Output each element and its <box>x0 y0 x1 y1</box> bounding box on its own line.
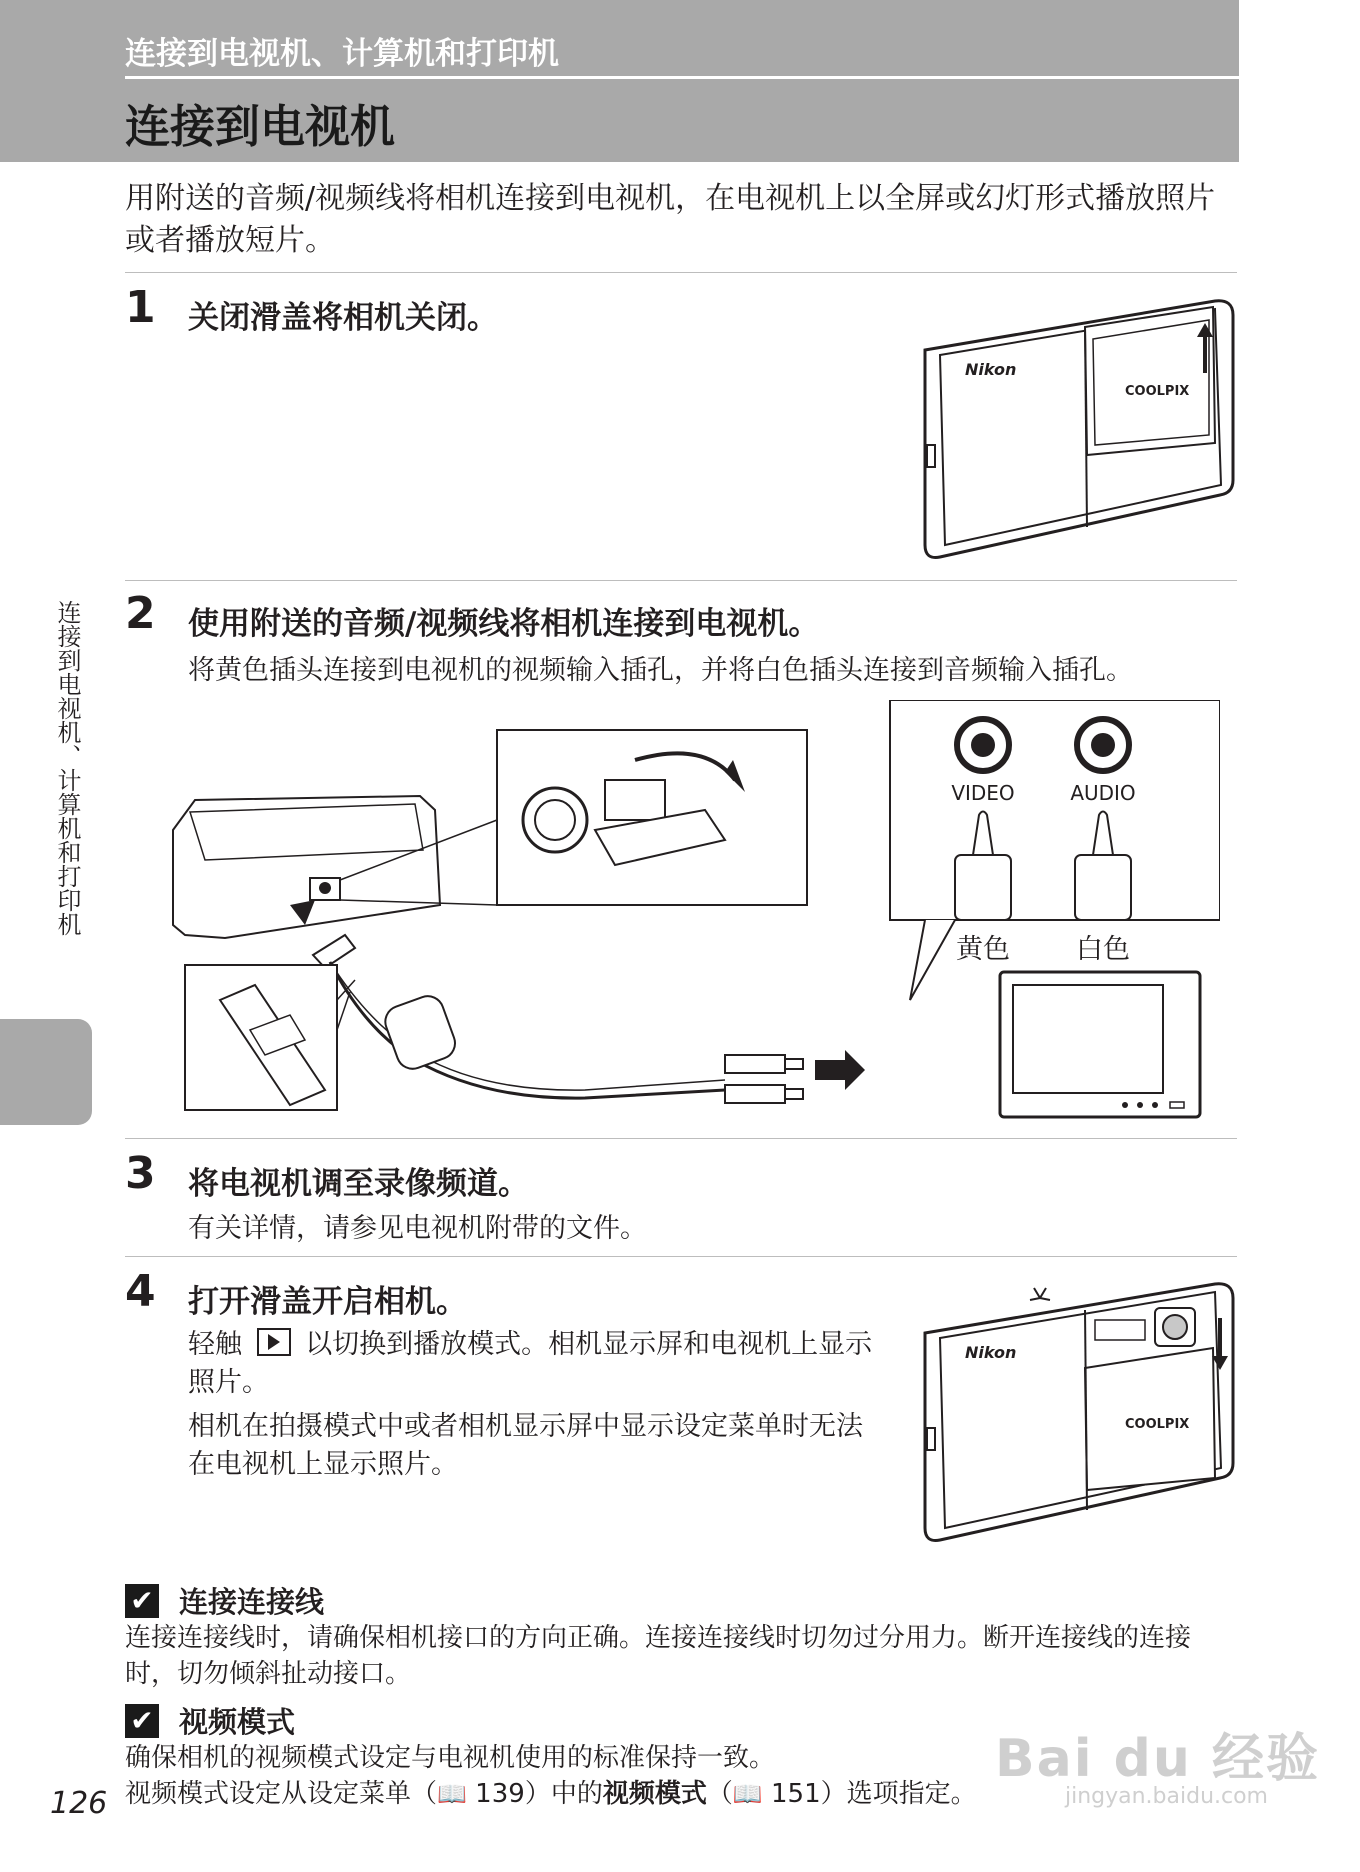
model-label: COOLPIX <box>1125 384 1190 399</box>
note-heading <box>125 1580 324 1621</box>
brand-label: Nikon <box>965 360 1017 379</box>
yellow-plug-label: 黄色 <box>956 934 1010 965</box>
divider <box>125 580 1237 581</box>
step-number: 4 <box>125 1266 156 1317</box>
note-text: ）中的 <box>524 1779 603 1809</box>
side-tab-label: 连接到电视机、计算机和打印机 <box>53 600 81 936</box>
brand-label: Nikon <box>965 1343 1017 1362</box>
step4-text-pre: 轻触 <box>188 1329 242 1360</box>
intro-paragraph: 用附送的音频/视频线将相机连接到电视机，在电视机上以全屏或幻灯形式播放照片或者播放短片。 <box>125 181 1216 258</box>
note-heading <box>125 1700 295 1741</box>
step-number: 2 <box>125 588 156 639</box>
step-number: 3 <box>125 1148 156 1199</box>
watermark-url: jingyan.baidu.com <box>1064 1784 1268 1809</box>
note-title: 视频模式 <box>179 1705 296 1739</box>
camera-closed-illustration <box>915 295 1245 565</box>
header-rule <box>125 76 1239 79</box>
divider <box>125 1256 1237 1257</box>
step-number: 1 <box>125 282 156 333</box>
setting-name: 视频模式 <box>602 1779 707 1809</box>
audio-jack-label: AUDIO <box>1070 781 1136 805</box>
book-icon: 📖 <box>437 1780 467 1808</box>
step-body: 相机在拍摄模式中或者相机显示屏中显示设定菜单时无法在电视机上显示照片。 <box>188 1411 863 1480</box>
step-title: 使用附送的音频/视频线将相机连接到电视机。 <box>188 606 820 642</box>
page-title: 连接到电视机 <box>125 100 396 153</box>
note-body: 连接连接线时，请确保相机接口的方向正确。连接连接线时切勿过分用力。断开连接线的连接时，切勿倾斜扯动接口。 <box>125 1623 1192 1689</box>
checkmark-icon: ✔ <box>125 1704 159 1738</box>
camera-open-illustration <box>915 1278 1245 1548</box>
note-text: （ <box>706 1779 733 1809</box>
checkmark-icon: ✔ <box>125 1584 159 1618</box>
step4-text-post: 以切换到播放模式。相机显示屏和电视机上显示照片。 <box>188 1329 873 1398</box>
note-title: 连接连接线 <box>179 1585 325 1619</box>
side-tab-marker <box>0 1019 92 1125</box>
divider <box>125 272 1237 273</box>
divider <box>125 1138 1237 1139</box>
watermark-logo: Bai du 经验 <box>995 1729 1320 1789</box>
step-title: 将电视机调至录像频道。 <box>188 1166 529 1202</box>
book-icon: 📖 <box>732 1780 763 1808</box>
step-title: 关闭滑盖将相机关闭。 <box>188 300 498 336</box>
playback-icon <box>257 1328 291 1356</box>
section-title: 连接到电视机、计算机和打印机 <box>125 36 559 72</box>
white-plug-label: 白色 <box>1076 934 1130 965</box>
page-header <box>0 0 1239 162</box>
model-label: COOLPIX <box>1125 1417 1190 1432</box>
note-body: 确保相机的视频模式设定与电视机使用的标准保持一致。 <box>125 1743 776 1773</box>
page-number: 126 <box>50 1786 108 1821</box>
page-ref: 151 <box>771 1779 821 1809</box>
step-body: 有关详情，请参见电视机附带的文件。 <box>188 1213 647 1244</box>
note-text: ）选项指定。 <box>820 1779 977 1809</box>
step-body: 将黄色插头连接到电视机的视频输入插孔，并将白色插头连接到音频输入插孔。 <box>188 655 1133 686</box>
video-jack-label: VIDEO <box>951 781 1015 805</box>
step-title: 打开滑盖开启相机。 <box>188 1284 467 1320</box>
connection-diagram <box>165 700 1220 1125</box>
step-body <box>188 1326 878 1402</box>
note-text: 视频模式设定从设定菜单（ <box>125 1779 438 1809</box>
page-ref: 139 <box>475 1779 525 1809</box>
